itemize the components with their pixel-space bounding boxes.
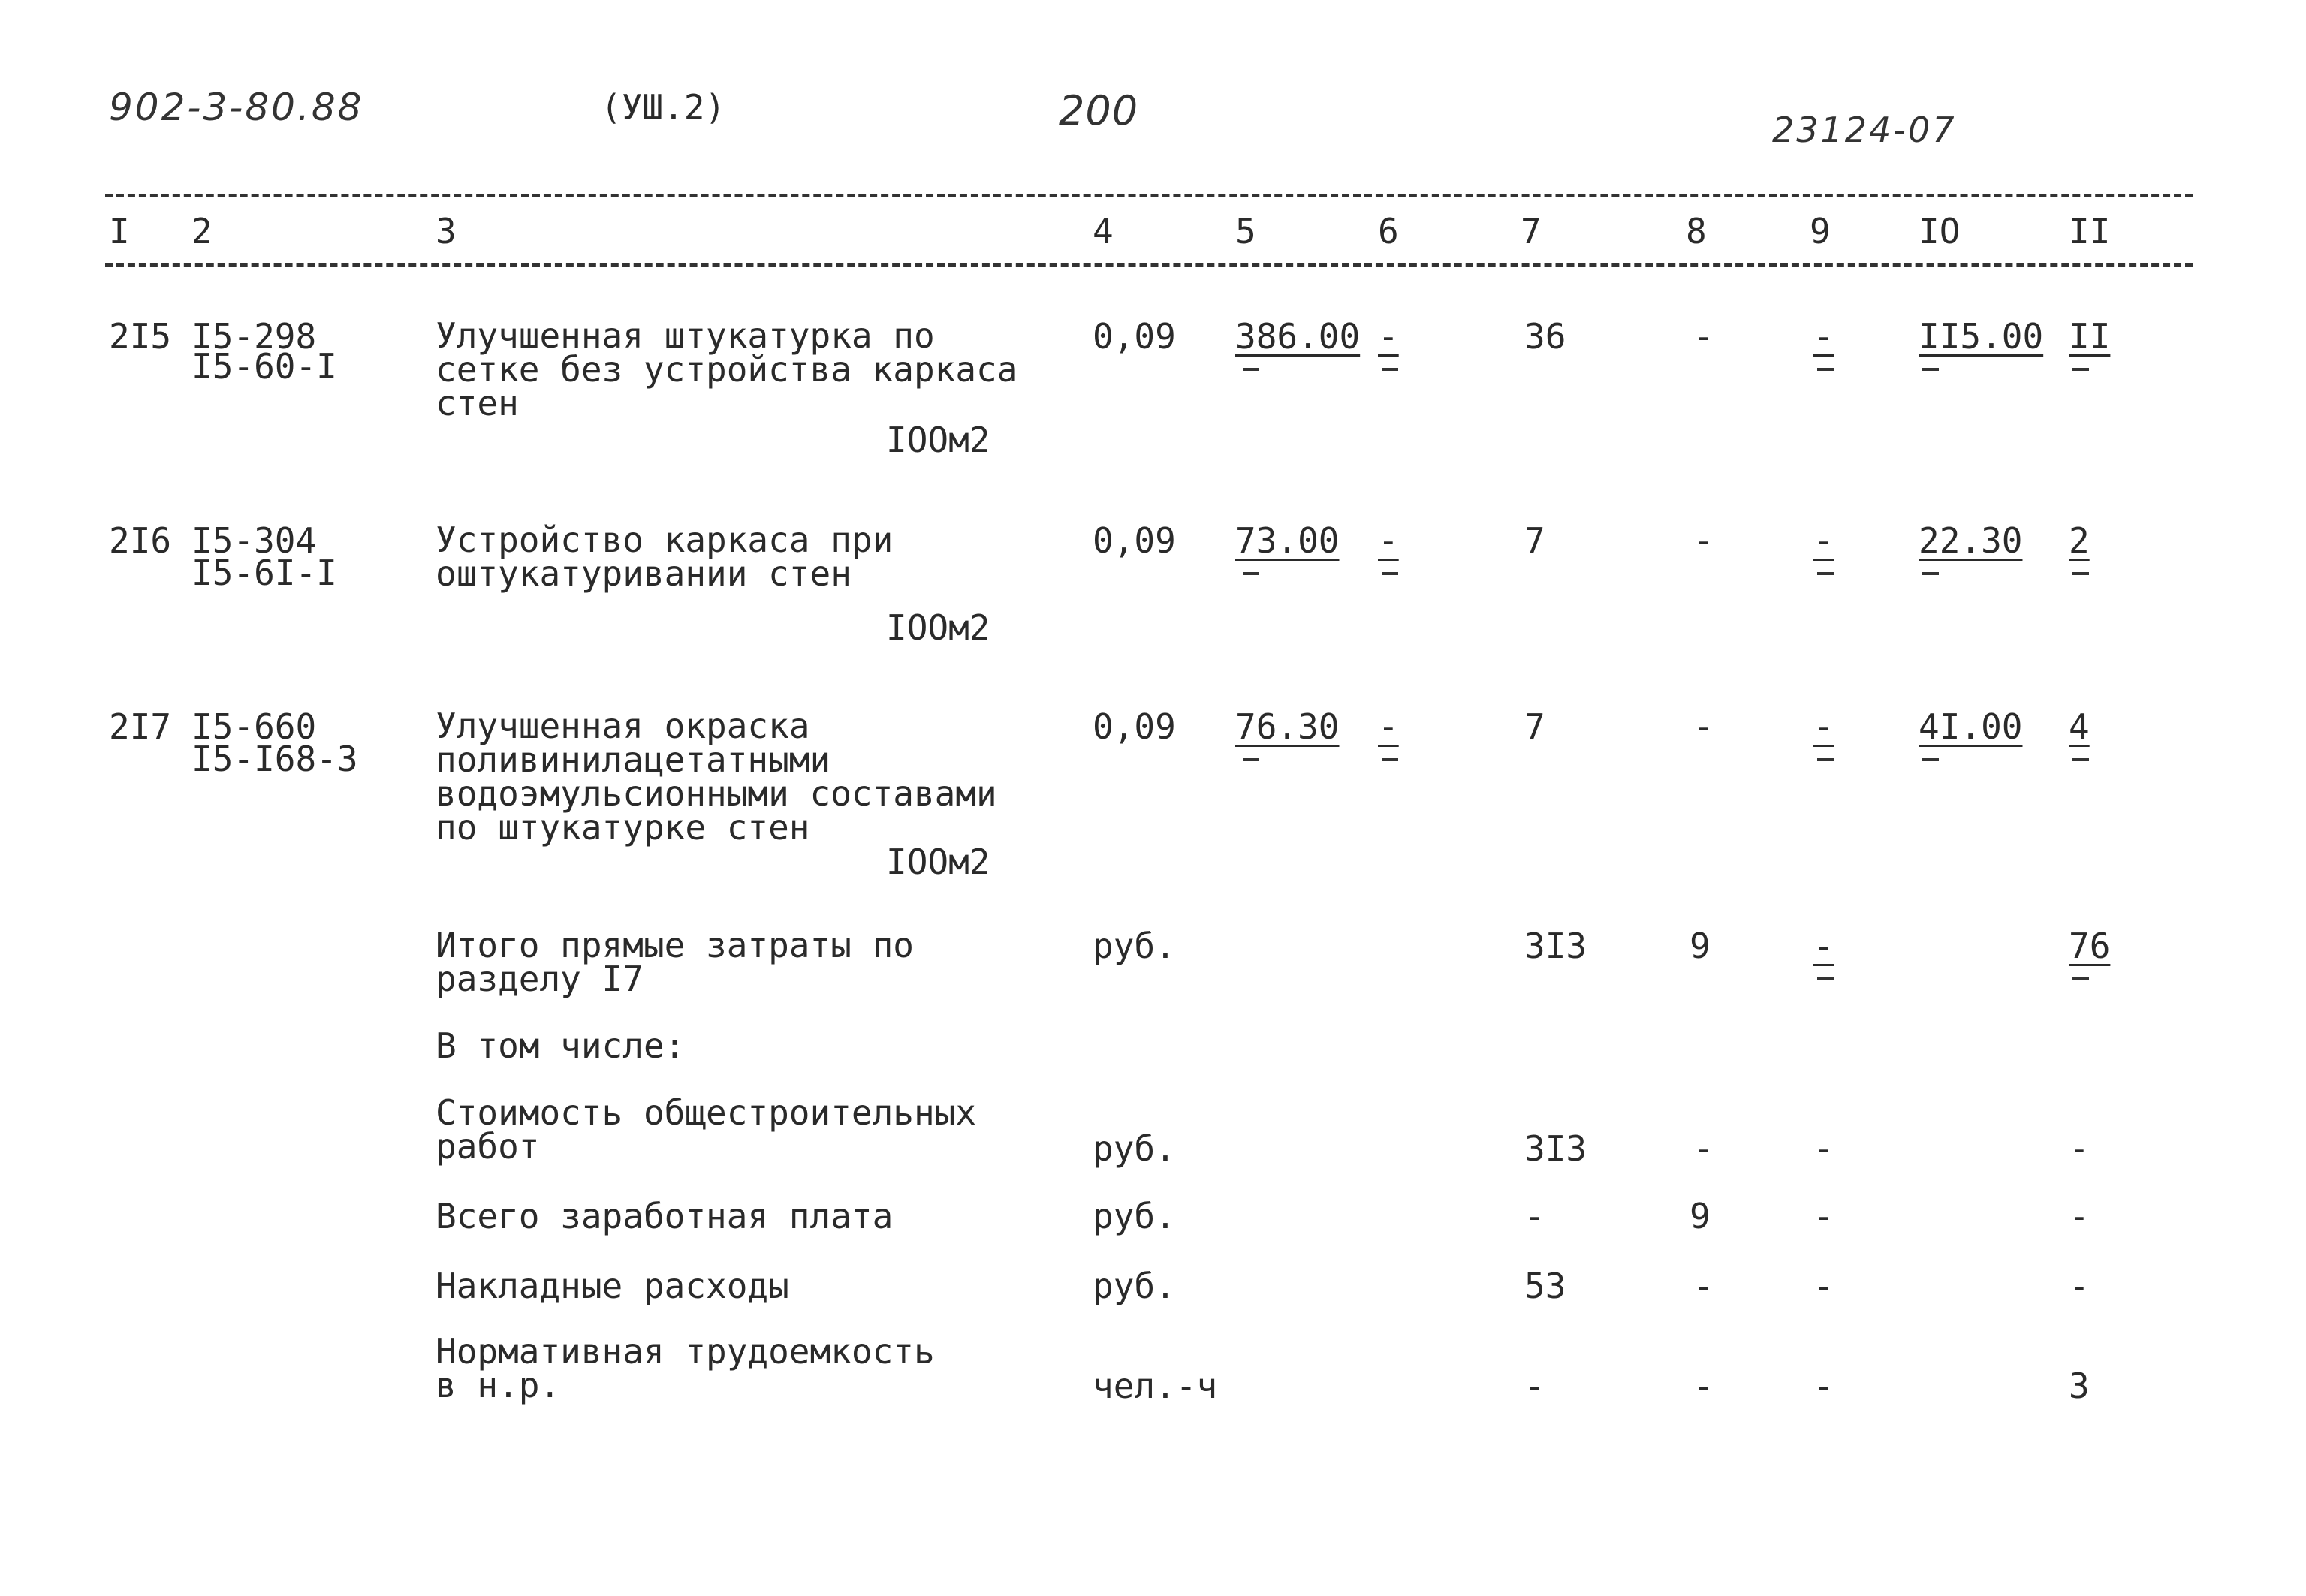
totals-col11: -: [2069, 1128, 2090, 1169]
col6-value: -: [1378, 706, 1399, 747]
col-header-11: II: [2069, 211, 2111, 251]
quantity: 0,09: [1093, 706, 1176, 747]
totals-label: Всего заработная плата: [436, 1196, 894, 1236]
col11-value: II: [2069, 316, 2111, 357]
total-cost: 7: [1524, 520, 1545, 561]
totals-label: Накладные расходы: [436, 1266, 789, 1306]
totals-col7: -: [1524, 1366, 1545, 1406]
sub-dash: [1382, 758, 1398, 761]
col9-value: -: [1813, 316, 1834, 357]
col9-value: -: [1813, 520, 1834, 561]
total-cost: 36: [1524, 316, 1566, 357]
totals-unit: чел.-ч: [1093, 1366, 1218, 1406]
norm-code: I5-660: [191, 706, 317, 747]
col-header-2: 2: [191, 211, 213, 251]
header-bottom-rule: [105, 263, 2193, 267]
work-description: Устройство каркаса при оштукатуривании стен: [436, 519, 894, 594]
sub-dash: [2072, 758, 2089, 761]
row-number: 2I6: [109, 520, 172, 561]
totals-col9: -: [1813, 1366, 1834, 1406]
unit-cost: 76.30: [1235, 706, 1340, 747]
price-code: I5-60-I: [191, 346, 337, 387]
sub-dash: [2072, 572, 2089, 575]
col-header-4: 4: [1093, 211, 1114, 251]
col-header-1: I: [109, 211, 130, 251]
page-number: 200: [1059, 87, 1139, 134]
quantity: 0,09: [1093, 316, 1176, 357]
stamp-number: 23124-07: [1772, 110, 1957, 150]
totals-col11: 3: [2069, 1366, 2090, 1406]
sub-dash: [1243, 572, 1259, 575]
header-top-rule: [105, 194, 2193, 197]
col9-value: -: [1813, 706, 1834, 747]
sub-dash: [1922, 758, 1939, 761]
totals-col8: -: [1693, 1266, 1714, 1306]
col8-value: -: [1693, 316, 1714, 357]
sub-dash: [1922, 368, 1939, 371]
price-code: I5-I68-3: [191, 739, 358, 779]
sub-dash: [1922, 572, 1939, 575]
totals-col11: -: [2069, 1196, 2090, 1236]
col-header-10: IO: [1919, 211, 1961, 251]
totals-unit: руб.: [1093, 1266, 1176, 1306]
sub-dash: [1817, 977, 1834, 980]
price-code: I5-6I-I: [191, 553, 337, 593]
totals-label: Нормативная трудоемкость в н.р.: [436, 1331, 935, 1405]
quantity: 0,09: [1093, 520, 1176, 561]
totals-col8: 9: [1690, 926, 1711, 966]
totals-unit: руб.: [1093, 1128, 1176, 1169]
col6-value: -: [1378, 316, 1399, 357]
totals-col9: -: [1813, 1128, 1834, 1169]
norm-code: I5-298: [191, 316, 317, 357]
unit: IOOм2: [886, 607, 990, 648]
row-number: 2I7: [109, 706, 172, 747]
col8-value: -: [1693, 520, 1714, 561]
totals-unit: руб.: [1093, 1196, 1176, 1236]
totals-unit: руб.: [1093, 926, 1176, 966]
sub-dash: [1243, 368, 1259, 371]
col8-value: -: [1693, 706, 1714, 747]
volume-label: (УШ.2): [601, 87, 726, 128]
sub-dash: [1382, 368, 1398, 371]
col-header-7: 7: [1521, 211, 1542, 251]
col-header-8: 8: [1686, 211, 1707, 251]
unit-cost: 386.00: [1235, 316, 1361, 357]
col-header-3: 3: [436, 211, 457, 251]
unit: IOOм2: [886, 420, 990, 460]
totals-col9: -: [1813, 1196, 1834, 1236]
totals-col7: -: [1524, 1196, 1545, 1236]
unit: IOOм2: [886, 842, 990, 882]
totals-col7: 3I3: [1524, 1128, 1587, 1169]
totals-col11: -: [2069, 1266, 2090, 1306]
col11-value: 2: [2069, 520, 2090, 561]
col-header-9: 9: [1810, 211, 1831, 251]
totals-col7: 53: [1524, 1266, 1566, 1306]
totals-label: Итого прямые затраты по разделу I7: [436, 925, 914, 999]
totals-col8: -: [1693, 1128, 1714, 1169]
sub-dash: [2072, 368, 2089, 371]
sub-dash: [1817, 368, 1834, 371]
col10-value: 22.30: [1919, 520, 2023, 561]
including-label: В том числе:: [436, 1025, 686, 1066]
totals-col8: 9: [1690, 1196, 1711, 1236]
col11-value: 4: [2069, 706, 2090, 747]
sub-dash: [1817, 572, 1834, 575]
totals-col9: -: [1813, 926, 1834, 966]
row-number: 2I5: [109, 316, 172, 357]
totals-col11: 76: [2069, 926, 2111, 966]
norm-code: I5-304: [191, 520, 317, 561]
work-description: Улучшенная штукатурка по сетке без устройства каркаса стен: [436, 315, 1018, 423]
total-cost: 7: [1524, 706, 1545, 747]
col10-value: 4I.00: [1919, 706, 2023, 747]
col10-value: II5.00: [1919, 316, 2044, 357]
col-header-6: 6: [1378, 211, 1399, 251]
work-description: Улучшенная окраска поливинилацетатными водоэмульсионными составами по штукатурке стен: [436, 706, 997, 848]
sub-dash: [2072, 977, 2089, 980]
col-header-5: 5: [1235, 211, 1256, 251]
sub-dash: [1243, 758, 1259, 761]
col6-value: -: [1378, 520, 1399, 561]
totals-col8: -: [1693, 1366, 1714, 1406]
doc-code: 902-3-80.88: [109, 86, 364, 129]
totals-label: Стоимость общестроительных работ: [436, 1092, 977, 1167]
totals-col7: 3I3: [1524, 926, 1587, 966]
totals-col9: -: [1813, 1266, 1834, 1306]
sub-dash: [1817, 758, 1834, 761]
unit-cost: 73.00: [1235, 520, 1340, 561]
sub-dash: [1382, 572, 1398, 575]
